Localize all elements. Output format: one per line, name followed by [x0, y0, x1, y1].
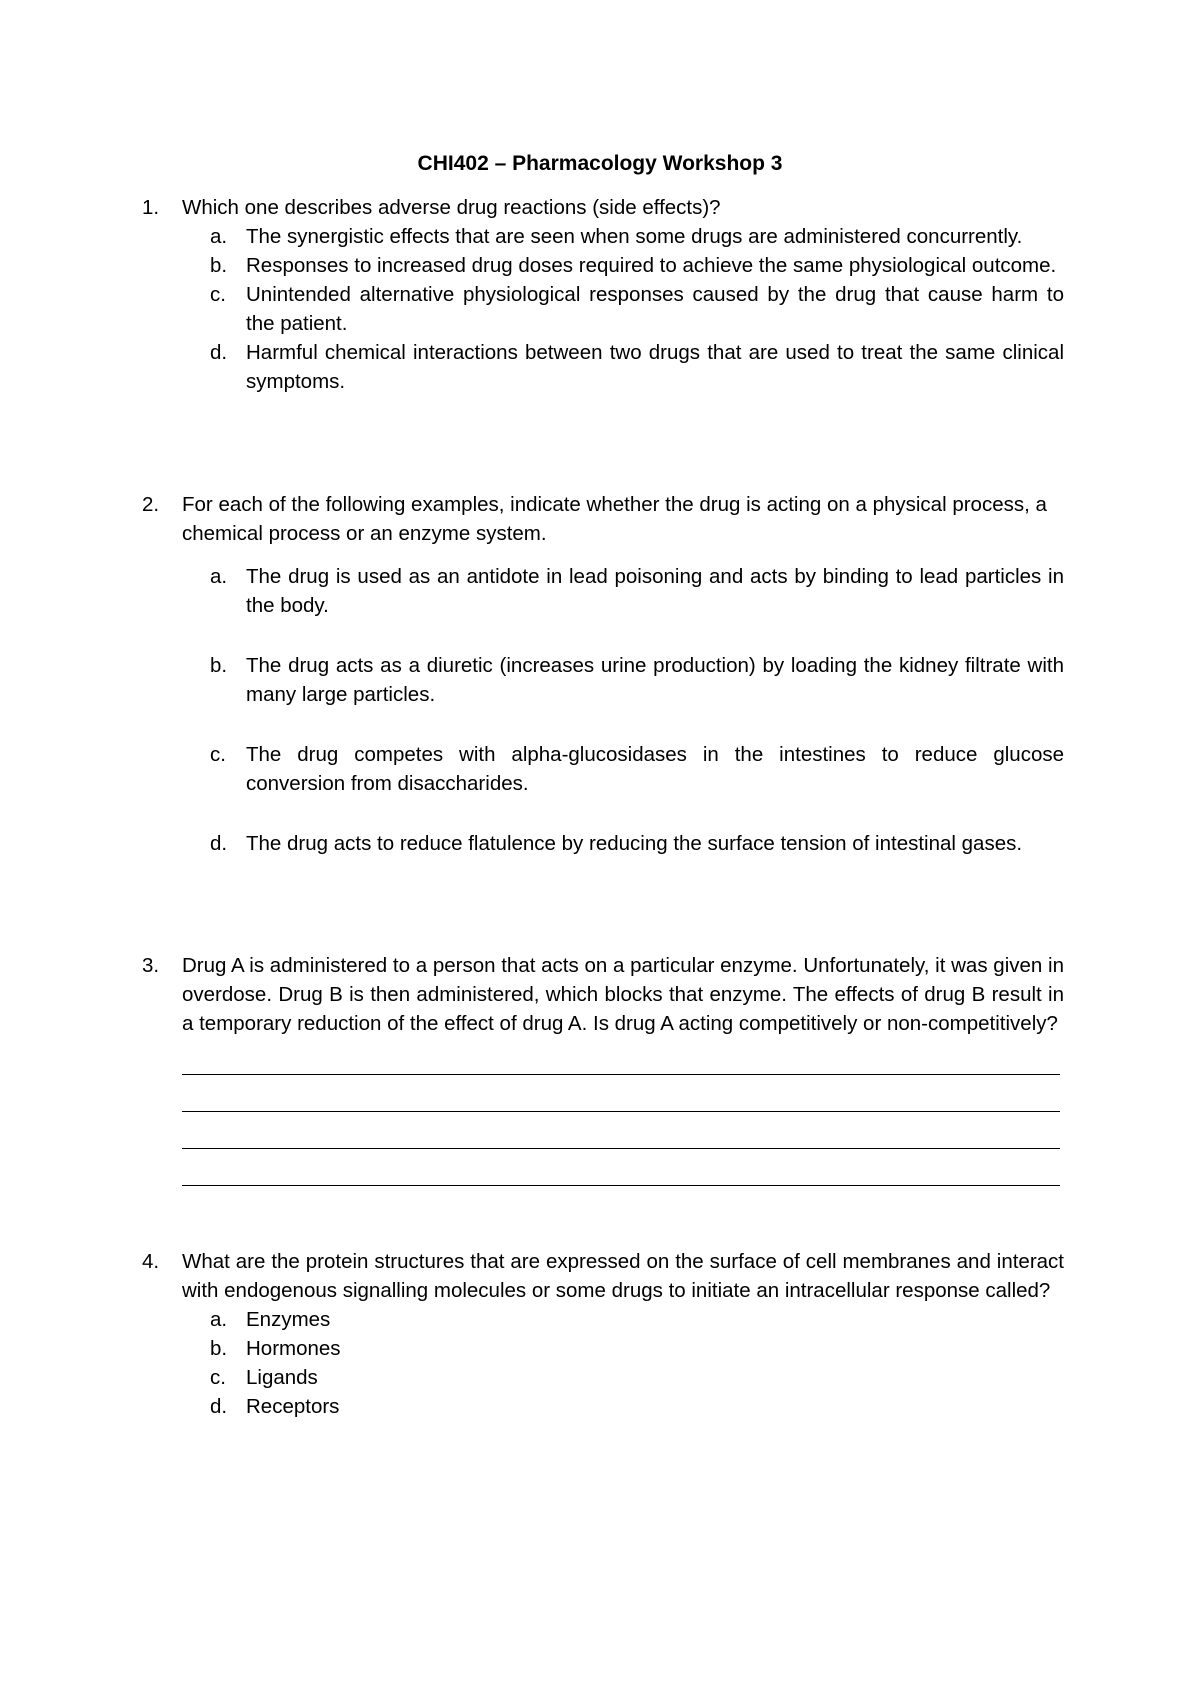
question-1 [142, 193, 1064, 396]
option-d [142, 829, 1064, 858]
option-text: Responses to increased drug doses required to achieve the same physiological outcome. [246, 254, 1057, 277]
option-letter: d. [210, 1395, 228, 1418]
option-d [142, 1392, 1064, 1421]
options-list [142, 562, 1064, 858]
option-letter: d. [210, 832, 228, 855]
option-d [142, 338, 1064, 396]
option-text: The synergistic effects that are seen when some drugs are administered concurrently. [246, 225, 1023, 248]
option-b [142, 251, 1064, 280]
question-2 [142, 490, 1064, 858]
question-number: 1. [142, 196, 160, 219]
option-a [142, 222, 1064, 251]
option-b [142, 651, 1064, 709]
option-c [142, 1363, 1064, 1392]
answer-line[interactable] [182, 1112, 1060, 1149]
option-text: The drug acts to reduce flatulence by reducing the surface tension of intestinal gases. [246, 832, 1023, 855]
option-letter: a. [210, 565, 228, 588]
option-a [142, 1305, 1064, 1334]
question-text: Drug A is administered to a person that acts on a particular enzyme. Unfortunately, it was given in overdose. Drug B is then administered, which blocks that enzyme. The effects of drug B result in a temporary reduction of the effect of drug A. Is drug A acting competitively or non-competitively? [182, 954, 1064, 1035]
question-number: 2. [142, 493, 160, 516]
option-c [142, 740, 1064, 798]
option-text: The drug competes with alpha-glucosidases in the intestines to reduce glucose conversion from disaccharides. [246, 743, 1064, 795]
option-text: Ligands [246, 1366, 318, 1389]
question-text: For each of the following examples, indicate whether the drug is acting on a physical process, a chemical process or an enzyme system. [182, 493, 1047, 545]
option-text: The drug acts as a diuretic (increases urine production) by loading the kidney filtrate with many large particles. [246, 654, 1064, 706]
answer-line[interactable] [182, 1075, 1060, 1112]
option-letter: a. [210, 225, 228, 248]
option-text: Hormones [246, 1337, 341, 1360]
option-letter: d. [210, 341, 228, 364]
option-letter: c. [210, 743, 226, 766]
options-list [142, 222, 1064, 396]
option-text: Harmful chemical interactions between two drugs that are used to treat the same clinical symptoms. [246, 341, 1064, 393]
options-list [142, 1305, 1064, 1421]
option-letter: b. [210, 654, 228, 677]
option-letter: b. [210, 1337, 228, 1360]
option-letter: c. [210, 283, 226, 306]
option-letter: c. [210, 1366, 226, 1389]
option-a [142, 562, 1064, 620]
option-text: Enzymes [246, 1308, 331, 1331]
answer-line[interactable] [182, 1149, 1060, 1186]
question-4 [142, 1247, 1064, 1421]
question-3 [142, 951, 1064, 1186]
option-text: Receptors [246, 1395, 340, 1418]
option-b [142, 1334, 1064, 1363]
option-text: Unintended alternative physiological responses caused by the drug that cause harm to the patient. [246, 283, 1064, 335]
option-text: The drug is used as an antidote in lead poisoning and acts by binding to lead particles in the body. [246, 565, 1064, 617]
option-letter: b. [210, 254, 228, 277]
question-text: What are the protein structures that are expressed on the surface of cell membranes and interact with endogenous signalling molecules or some drugs to initiate an intracellular response called? [182, 1250, 1064, 1302]
page-title: CHI402 – Pharmacology Workshop 3 [417, 152, 783, 175]
question-text: Which one describes adverse drug reactions (side effects)? [182, 196, 721, 219]
option-letter: a. [210, 1308, 228, 1331]
answer-line[interactable] [182, 1038, 1060, 1075]
question-number: 3. [142, 954, 160, 977]
option-c [142, 280, 1064, 338]
question-number: 4. [142, 1250, 160, 1273]
